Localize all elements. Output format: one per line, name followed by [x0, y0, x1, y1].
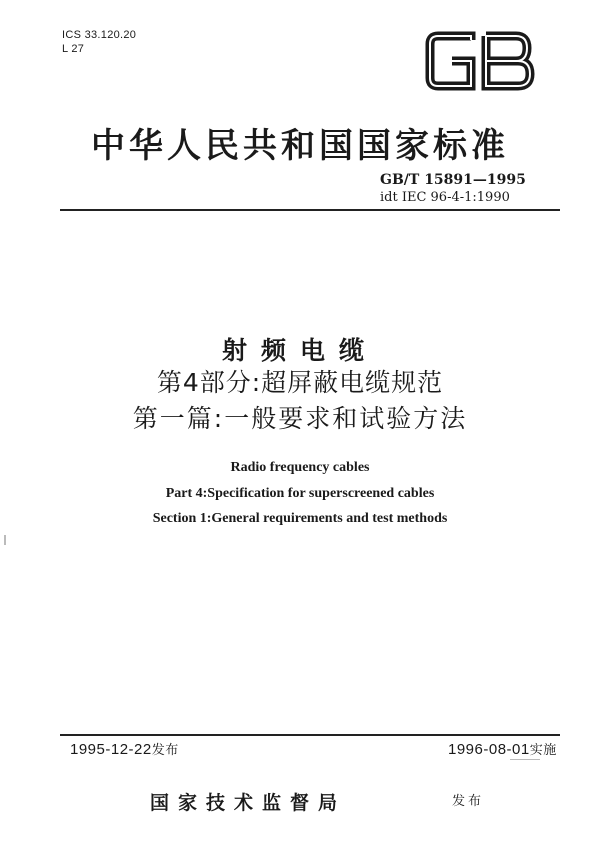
gb-logo [424, 28, 536, 94]
national-standard-title: 中华人民共和国国家标准 [91, 126, 509, 166]
effective-date-suffix: 实施 [529, 743, 557, 758]
issue-date-suffix: 发布 [151, 743, 179, 758]
scan-speck [510, 759, 540, 760]
title-en-section: Section 1:General requirements and test methods [152, 511, 448, 526]
title-en-part: Part 4:Specification for superscreened cables [165, 486, 435, 501]
ics-code: ICS 33.120.20 [62, 29, 137, 41]
ccs-code: L 27 [62, 43, 85, 55]
title-zh-section: 第一篇:一般要求和试验方法 [132, 404, 468, 433]
top-divider [60, 209, 560, 211]
scan-speck [4, 535, 6, 545]
standard-number-block [380, 172, 526, 206]
issued-by-label: 发布 [452, 794, 485, 809]
title-en-main: Radio frequency cables [230, 460, 370, 475]
issue-date [70, 739, 179, 758]
title-zh-main: 射频电缆 [221, 336, 378, 365]
standard-number: GB/T 15891—1995 [380, 172, 526, 188]
classification-codes [62, 28, 136, 56]
effective-date [448, 739, 557, 758]
effective-date-value: 1996-08-01 [448, 741, 530, 758]
issuing-authority: 国家技术监督局 [150, 792, 347, 814]
bottom-divider [60, 734, 560, 736]
issue-date-value: 1995-12-22 [70, 741, 152, 758]
iec-equivalence: idt IEC 96-4-1:1990 [380, 190, 510, 205]
title-zh-part: 第4部分:超屏蔽电缆规范 [156, 368, 444, 397]
